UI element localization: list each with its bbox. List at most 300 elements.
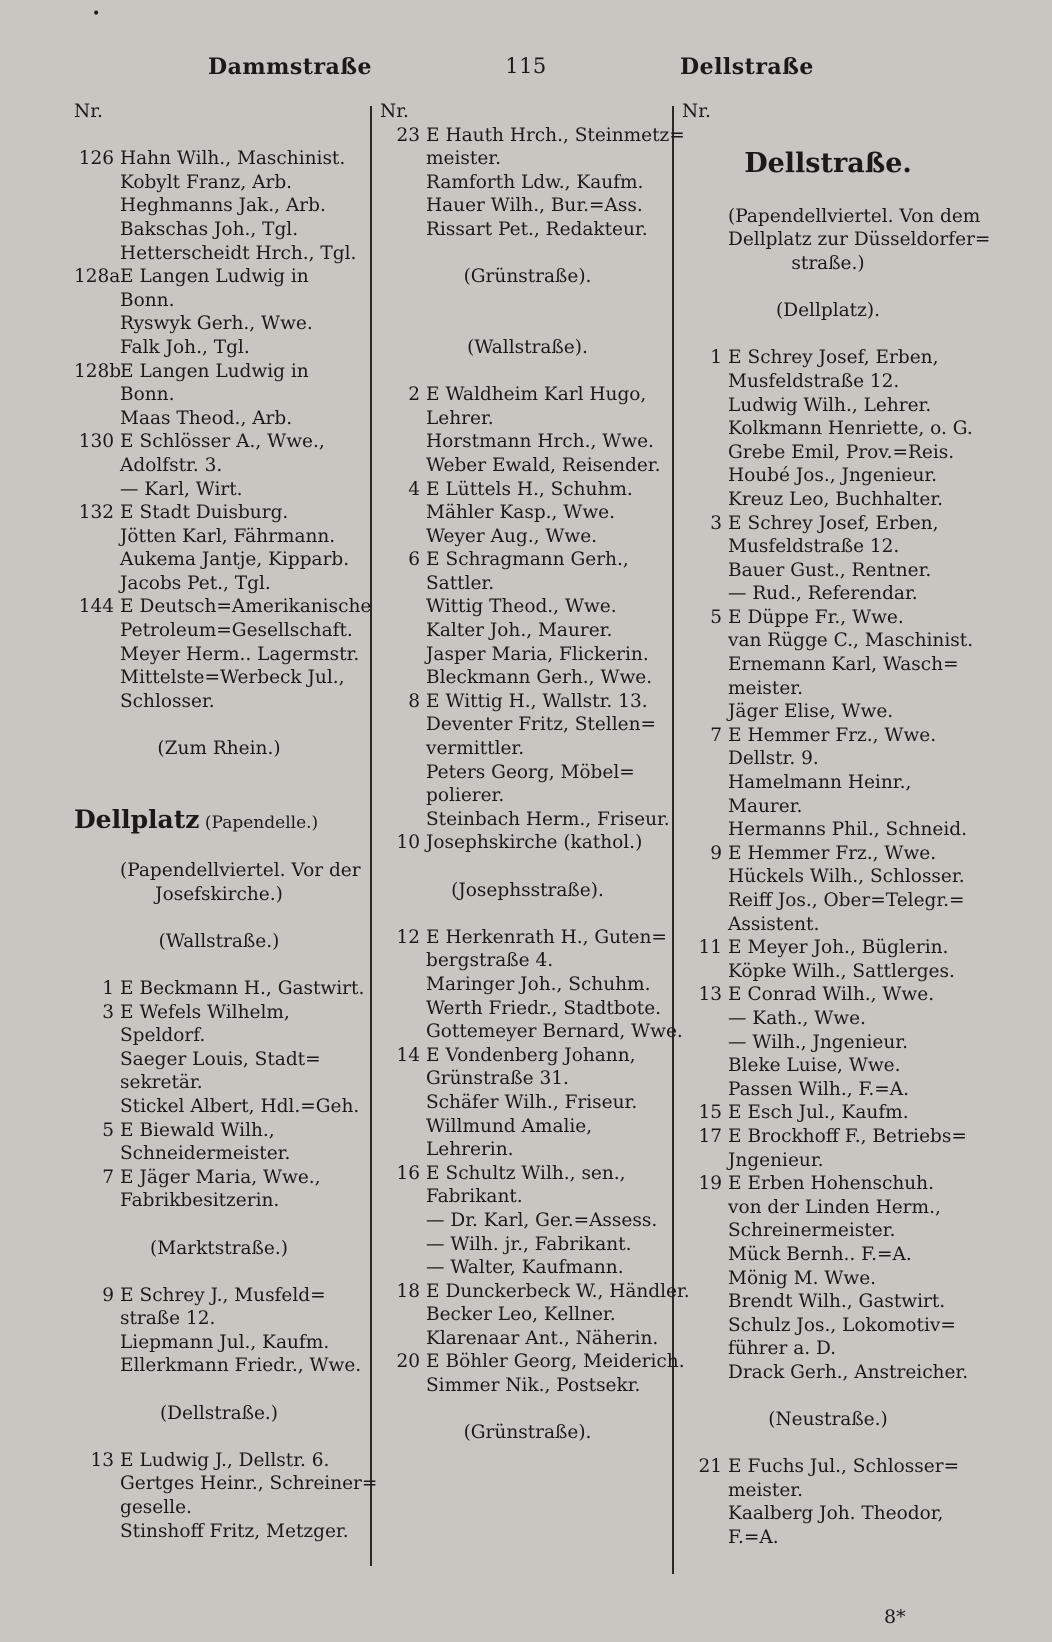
resident-entry — [380, 1044, 675, 1068]
entry-text: Esch Jul., Kaufm. — [747, 1102, 909, 1124]
entry-text: Rissart Pet., Redakteur. — [426, 218, 648, 240]
entry-text: Biewald Wilh., — [139, 1119, 275, 1141]
entry-text: Hemmer Frz., Wwe. — [747, 724, 937, 746]
resident-entry — [74, 430, 364, 454]
resident-entry — [74, 666, 364, 690]
entry-text: Jasper Maria, Flickerin. — [426, 643, 649, 665]
cross-street-label: (Zum Rhein.) — [157, 738, 281, 760]
owner-mark: E — [426, 1044, 440, 1066]
entry-text: Hahn Wilh., Maschinist. — [120, 148, 346, 170]
entry-text: straße 12. — [120, 1308, 216, 1330]
spacer — [682, 124, 974, 148]
entry-text: Horstmann Hrch., Wwe. — [426, 431, 654, 453]
resident-entry — [380, 643, 675, 667]
entry-text: Mittelste=Werbeck Jul., — [120, 667, 345, 689]
entry-text: Gottemeyer Bernard, Wwe. — [426, 1021, 683, 1043]
entry-text: — Rud., Referendar. — [728, 583, 918, 605]
owner-mark: E — [728, 512, 742, 534]
entry-text: Falk Joh., Tgl. — [120, 336, 250, 358]
resident-entry — [380, 454, 675, 478]
entry-text: Klarenaar Ant., Näherin. — [426, 1327, 659, 1349]
resident-entry — [380, 1374, 675, 1398]
house-number: 5 — [102, 1119, 114, 1141]
resident-entry — [74, 690, 364, 714]
house-number: 132 — [78, 502, 114, 524]
owner-mark: E — [728, 984, 742, 1006]
resident-entry — [380, 784, 675, 808]
resident-entry — [682, 512, 974, 536]
resident-entry — [380, 666, 675, 690]
resident-entry — [682, 913, 974, 937]
entry-text: — Kath., Wwe. — [728, 1007, 866, 1029]
cross-street-label: Josefskirche.) — [155, 883, 283, 905]
resident-entry — [682, 417, 974, 441]
resident-entry — [74, 171, 364, 195]
entry-text: meister. — [728, 1479, 803, 1501]
resident-entry — [74, 1307, 364, 1331]
entry-text: Kolkmann Henriette, o. G. — [728, 418, 973, 440]
entry-text: Bonn. — [120, 289, 175, 311]
entry-text: sekretär. — [120, 1072, 203, 1094]
resident-entry — [682, 1101, 974, 1125]
entry-text: Deutsch=Amerikanische — [139, 596, 372, 618]
resident-entry — [682, 1526, 974, 1550]
entry-text: Maringer Joh., Schuhm. — [426, 973, 651, 995]
house-number: 12 — [396, 926, 420, 948]
owner-mark: E — [120, 1284, 134, 1306]
entry-text: — Karl, Wirt. — [120, 478, 243, 500]
section-title-text: Dellplatz — [74, 804, 200, 834]
resident-entry — [682, 205, 981, 229]
entry-text: Böhler Georg, Meiderich. — [445, 1351, 685, 1373]
resident-entry — [682, 1149, 974, 1173]
entry-text: Ernemann Karl, Wasch= — [728, 654, 959, 676]
entry-text: Passen Wilh., F.=A. — [728, 1078, 910, 1100]
resident-entry — [682, 394, 974, 418]
owner-mark: E — [120, 1166, 134, 1188]
owner-mark: E — [728, 1173, 742, 1195]
resident-entry — [74, 1095, 364, 1119]
entry-text: Musfeldstraße 12. — [728, 370, 900, 392]
resident-entry — [74, 525, 364, 549]
entry-text: meister. — [728, 677, 803, 699]
owner-mark: E — [426, 1351, 440, 1373]
owner-mark: E — [426, 124, 440, 146]
house-number: 6 — [408, 549, 420, 571]
house-number: 4 — [408, 478, 420, 500]
owner-mark: E — [120, 977, 134, 999]
resident-entry — [74, 1520, 364, 1544]
entry-text: Vondenberg Johann, — [445, 1044, 636, 1066]
entry-text: Conrad Wilh., Wwe. — [747, 984, 935, 1006]
resident-entry — [74, 1449, 364, 1473]
entry-text: Aukema Jantje, Kipparb. — [120, 549, 350, 571]
entry-text: Schragmann Gerh., — [445, 549, 629, 571]
entry-text: Stickel Albert, Hdl.=Geh. — [120, 1095, 360, 1117]
resident-entry — [682, 842, 974, 866]
entry-text: Waldheim Karl Hugo, — [445, 384, 647, 406]
owner-mark: E — [120, 1001, 134, 1023]
owner-mark: E — [728, 606, 742, 628]
signature-mark: 8* — [884, 1606, 906, 1628]
entry-text: Schlösser A., Wwe., — [139, 431, 325, 453]
resident-entry — [74, 1472, 378, 1496]
entry-text: Köpke Wilh., Sattlerges. — [728, 960, 955, 982]
column-2 — [380, 100, 690, 1445]
entry-text: Schneidermeister. — [120, 1143, 291, 1165]
house-number: 128b — [74, 360, 122, 382]
entry-text: Speldorf. — [120, 1025, 206, 1047]
column-3 — [682, 100, 991, 1550]
spacer — [74, 1425, 364, 1449]
owner-mark: E — [426, 1280, 440, 1302]
entry-text: Sattler. — [426, 572, 495, 594]
resident-entry — [74, 218, 364, 242]
resident-entry — [682, 629, 974, 653]
resident-entry — [74, 1001, 364, 1025]
entry-text: Schrey J., Musfeld= — [139, 1284, 326, 1306]
entry-text: Heghmanns Jak., Arb. — [120, 195, 326, 217]
owner-mark: E — [728, 724, 742, 746]
resident-entry — [682, 1502, 974, 1526]
resident-entry — [682, 1290, 974, 1314]
entry-text: von der Linden Herm., — [728, 1196, 941, 1218]
entry-text: Schulz Jos., Lokomotiv= — [728, 1314, 956, 1336]
resident-entry — [682, 1361, 974, 1385]
house-number: 1 — [710, 347, 722, 369]
owner-mark: E — [426, 384, 440, 406]
resident-entry — [682, 1078, 974, 1102]
entry-text: — Wilh. jr., Fabrikant. — [426, 1233, 632, 1255]
entry-text: Hückels Wilh., Schlosser. — [728, 866, 965, 888]
resident-entry — [380, 572, 675, 596]
entry-text: Schreinermeister. — [728, 1220, 896, 1242]
entry-text: Bakschas Joh., Tgl. — [120, 218, 299, 240]
entry-text: Ramforth Ldw., Kaufm. — [426, 171, 644, 193]
resident-entry — [74, 1024, 364, 1048]
resident-entry — [74, 147, 364, 171]
entry-text: Hetterscheidt Hrch., Tgl. — [120, 242, 357, 264]
resident-entry — [74, 336, 364, 360]
house-number: 9 — [102, 1284, 114, 1306]
column-heading-nr: Nr. — [380, 101, 409, 122]
resident-entry — [380, 1209, 675, 1233]
entry-text: Schrey Josef, Erben, — [747, 347, 939, 369]
owner-mark: E — [426, 478, 440, 500]
resident-entry — [682, 1196, 974, 1220]
entry-text: Meyer Joh., Büglerin. — [747, 937, 949, 959]
spacer — [380, 1398, 675, 1422]
cross-street-label: (Marktstraße.) — [150, 1237, 288, 1259]
header-right-street: Dellstraße — [680, 54, 814, 80]
entry-text: Langen Ludwig in — [139, 266, 309, 288]
owner-mark: E — [728, 937, 742, 959]
cross-street-label: straße.) — [791, 252, 865, 274]
owner-mark: E — [426, 549, 440, 571]
spacer — [74, 1260, 364, 1284]
owner-mark: E — [120, 431, 134, 453]
resident-entry — [74, 501, 364, 525]
column-divider — [370, 106, 372, 1566]
entry-text: Hermanns Phil., Schneid. — [728, 819, 967, 841]
entry-text: Kaalberg Joh. Theodor, — [728, 1503, 944, 1525]
entry-text: Meyer Herm.. Lagermstr. — [120, 643, 360, 665]
section-subtitle: (Papendelle.) — [199, 812, 319, 833]
resident-entry — [682, 700, 974, 724]
resident-entry — [682, 653, 974, 677]
entry-text: Hemmer Frz., Wwe. — [747, 842, 937, 864]
entry-text: Bleke Luise, Wwe. — [728, 1055, 901, 1077]
entry-text: Fabrikbesitzerin. — [120, 1190, 280, 1212]
house-number: 18 — [396, 1280, 420, 1302]
cross-street-label: (Neustraße.) — [768, 1409, 888, 1431]
cross-street-label: (Josephsstraße). — [451, 879, 604, 901]
entry-text: Maurer. — [728, 795, 803, 817]
resident-entry — [380, 619, 675, 643]
entry-text: F.=A. — [728, 1527, 779, 1549]
entry-text: Musfeldstraße 12. — [728, 536, 900, 558]
entry-text: Willmund Amalie, — [426, 1115, 593, 1137]
spacer — [380, 855, 675, 879]
resident-entry — [380, 1185, 675, 1209]
entry-text: Beckmann H., Gastwirt. — [139, 977, 365, 999]
resident-entry — [682, 1007, 974, 1031]
section-title: Dellstraße. — [744, 148, 912, 180]
owner-mark: E — [728, 1125, 742, 1147]
resident-entry — [682, 464, 974, 488]
entry-text: führer a. D. — [728, 1338, 837, 1360]
spacer — [682, 1432, 974, 1456]
resident-entry — [74, 407, 364, 431]
entry-text: meister. — [426, 148, 501, 170]
spacer — [74, 1213, 364, 1237]
owner-mark: E — [728, 1456, 742, 1478]
entry-text: Assistent. — [728, 913, 820, 935]
resident-entry — [682, 818, 974, 842]
house-number: 144 — [78, 596, 114, 618]
column-heading-nr: Nr. — [682, 101, 711, 122]
house-number: 15 — [698, 1102, 722, 1124]
resident-entry — [380, 407, 675, 431]
owner-mark: E — [120, 1449, 134, 1471]
header-left-street: Dammstraße — [208, 54, 372, 80]
resident-entry — [380, 124, 685, 148]
house-number: 7 — [102, 1166, 114, 1188]
cross-street-label: (Dellstraße.) — [159, 1402, 279, 1424]
resident-entry — [74, 1284, 364, 1308]
resident-entry — [380, 171, 675, 195]
entry-text: Bonn. — [120, 384, 175, 406]
resident-entry — [682, 582, 974, 606]
cross-street-label: (Grünstraße). — [463, 266, 592, 288]
owner-mark: E — [120, 502, 134, 524]
resident-entry — [74, 1496, 364, 1520]
resident-entry — [380, 1350, 685, 1374]
resident-entry — [74, 383, 364, 407]
entry-text: Reiff Jos., Ober=Telegr.= — [728, 890, 965, 911]
owner-mark: E — [120, 266, 134, 288]
resident-entry — [74, 619, 364, 643]
resident-entry — [380, 548, 675, 572]
resident-entry — [380, 997, 675, 1021]
resident-entry — [380, 1303, 675, 1327]
entry-text: Fabrikant. — [426, 1186, 523, 1208]
resident-entry — [682, 1054, 974, 1078]
entry-text: Peters Georg, Möbel= — [426, 761, 635, 783]
house-number: 19 — [698, 1173, 722, 1195]
house-number: 17 — [698, 1125, 722, 1147]
house-number: 7 — [710, 724, 722, 746]
resident-entry — [74, 1142, 364, 1166]
entry-text: Josephskirche (kathol.) — [426, 832, 643, 854]
entry-text: geselle. — [120, 1497, 192, 1519]
entry-text: van Rügge C., Maschinist. — [728, 630, 974, 652]
house-number: 13 — [698, 984, 722, 1006]
resident-entry — [380, 737, 675, 761]
resident-entry — [682, 1219, 974, 1243]
entry-text: Ellerkmann Friedr., Wwe. — [120, 1355, 362, 1377]
entry-text: Erben Hohenschuh. — [747, 1173, 934, 1195]
resident-entry — [380, 1162, 675, 1186]
resident-entry — [74, 265, 364, 289]
resident-entry — [380, 761, 675, 785]
entry-text: Grünstraße 31. — [426, 1068, 569, 1090]
entry-text: Ryswyk Gerh., Wwe. — [120, 313, 313, 335]
entry-text: — Walter, Kaufmann. — [426, 1257, 624, 1279]
resident-entry — [682, 889, 974, 913]
entry-text: Jötten Karl, Fährmann. — [120, 525, 336, 547]
resident-entry — [74, 1048, 364, 1072]
entry-text: Kreuz Leo, Buchhalter. — [728, 488, 944, 510]
entry-text: Ludwig J., Dellstr. 6. — [139, 1449, 330, 1471]
spacer — [74, 835, 364, 859]
house-number: 23 — [396, 124, 420, 146]
entry-text: Kalter Joh., Maurer. — [426, 620, 613, 642]
entry-text: (Papendellviertel. Von dem — [728, 205, 981, 227]
resident-entry — [74, 1354, 364, 1378]
cross-street-label: (Grünstraße). — [463, 1422, 592, 1444]
resident-entry — [380, 1327, 675, 1351]
resident-entry — [74, 595, 372, 619]
entry-text: Langen Ludwig in — [139, 360, 309, 382]
resident-entry — [682, 1314, 974, 1338]
resident-entry — [74, 478, 364, 502]
entry-text: polierer. — [426, 785, 505, 807]
entry-text: Schultz Wilh., sen., — [445, 1162, 626, 1184]
entry-text: Stinshoff Fritz, Metzger. — [120, 1520, 349, 1542]
entry-text: Grebe Emil, Prov.=Reis. — [728, 441, 955, 463]
entry-text: Mönig M. Wwe. — [728, 1267, 877, 1289]
owner-mark: E — [728, 347, 742, 369]
resident-entry — [74, 194, 364, 218]
resident-entry — [682, 771, 974, 795]
resident-entry — [380, 501, 675, 525]
resident-entry — [74, 242, 364, 266]
entry-text: Simmer Nik., Postsekr. — [426, 1375, 641, 1397]
house-number: 21 — [698, 1456, 722, 1478]
entry-text: Jäger Elise, Wwe. — [728, 701, 894, 723]
entry-text: Brendt Wilh., Gastwirt. — [728, 1291, 946, 1313]
entry-text: Lehrer. — [426, 407, 494, 429]
entry-text: — Wilh., Jngenieur. — [728, 1031, 908, 1053]
resident-entry — [682, 936, 974, 960]
resident-entry — [74, 1331, 364, 1355]
resident-entry — [380, 1115, 675, 1139]
spacer — [74, 953, 364, 977]
entry-text: Mähler Kasp., Wwe. — [426, 502, 615, 524]
resident-entry — [74, 1071, 364, 1095]
resident-entry — [380, 595, 675, 619]
resident-entry — [74, 1189, 364, 1213]
entry-text: Hauth Hrch., Steinmetz= — [445, 124, 685, 146]
spacer — [74, 1378, 364, 1402]
entry-text: Adolfstr. 3. — [120, 454, 223, 476]
header-page-number: 115 — [505, 54, 547, 78]
owner-mark: E — [728, 842, 742, 864]
resident-entry — [682, 1125, 974, 1149]
entry-text: — Dr. Karl, Ger.=Assess. — [426, 1209, 658, 1231]
house-number: 130 — [78, 431, 114, 453]
resident-entry — [682, 1031, 974, 1055]
entry-text: Lüttels H., Schuhm. — [445, 478, 633, 500]
resident-entry — [380, 949, 675, 973]
spacer — [682, 181, 974, 205]
entry-text: Bleckmann Gerh., Wwe. — [426, 667, 653, 689]
resident-entry — [380, 147, 675, 171]
owner-mark: E — [426, 690, 440, 712]
owner-mark: E — [426, 926, 440, 948]
entry-text: Düppe Fr., Wwe. — [747, 606, 904, 628]
entry-text: Bauer Gust., Rentner. — [728, 559, 932, 581]
entry-text: Jäger Maria, Wwe., — [139, 1166, 321, 1188]
column-1 — [74, 100, 378, 1543]
entry-text: Kobylt Franz, Arb. — [120, 171, 293, 193]
resident-entry — [74, 289, 364, 313]
entry-text: Lehrerin. — [426, 1139, 514, 1161]
resident-entry — [380, 926, 675, 950]
resident-entry — [682, 228, 991, 252]
resident-entry — [74, 572, 364, 596]
spacer — [380, 360, 675, 384]
entry-text: Schlosser. — [120, 690, 215, 712]
spacer — [682, 323, 974, 347]
resident-entry — [74, 643, 364, 667]
resident-entry — [682, 535, 974, 559]
resident-entry — [380, 478, 675, 502]
ink-dot: • — [92, 6, 101, 22]
owner-mark: E — [120, 1119, 134, 1141]
entry-text: Deventer Fritz, Stellen= — [426, 714, 656, 736]
resident-entry — [380, 690, 675, 714]
resident-entry — [682, 346, 974, 370]
entry-text: Hamelmann Heinr., — [728, 772, 912, 794]
resident-entry — [74, 1166, 364, 1190]
resident-entry — [380, 1138, 675, 1162]
resident-entry — [74, 312, 364, 336]
entry-text: bergstraße 4. — [426, 950, 554, 972]
resident-entry — [74, 548, 364, 572]
resident-entry — [682, 960, 974, 984]
resident-entry — [74, 360, 364, 384]
resident-entry — [380, 973, 675, 997]
spacer — [380, 312, 675, 336]
house-number: 128a — [74, 266, 121, 288]
resident-entry — [380, 808, 675, 832]
entry-text: Liepmann Jul., Kaufm. — [120, 1331, 330, 1353]
entry-text: Weber Ewald, Reisender. — [426, 454, 661, 476]
resident-entry — [380, 218, 675, 242]
entry-text: Schäfer Wilh., Friseur. — [426, 1091, 638, 1113]
